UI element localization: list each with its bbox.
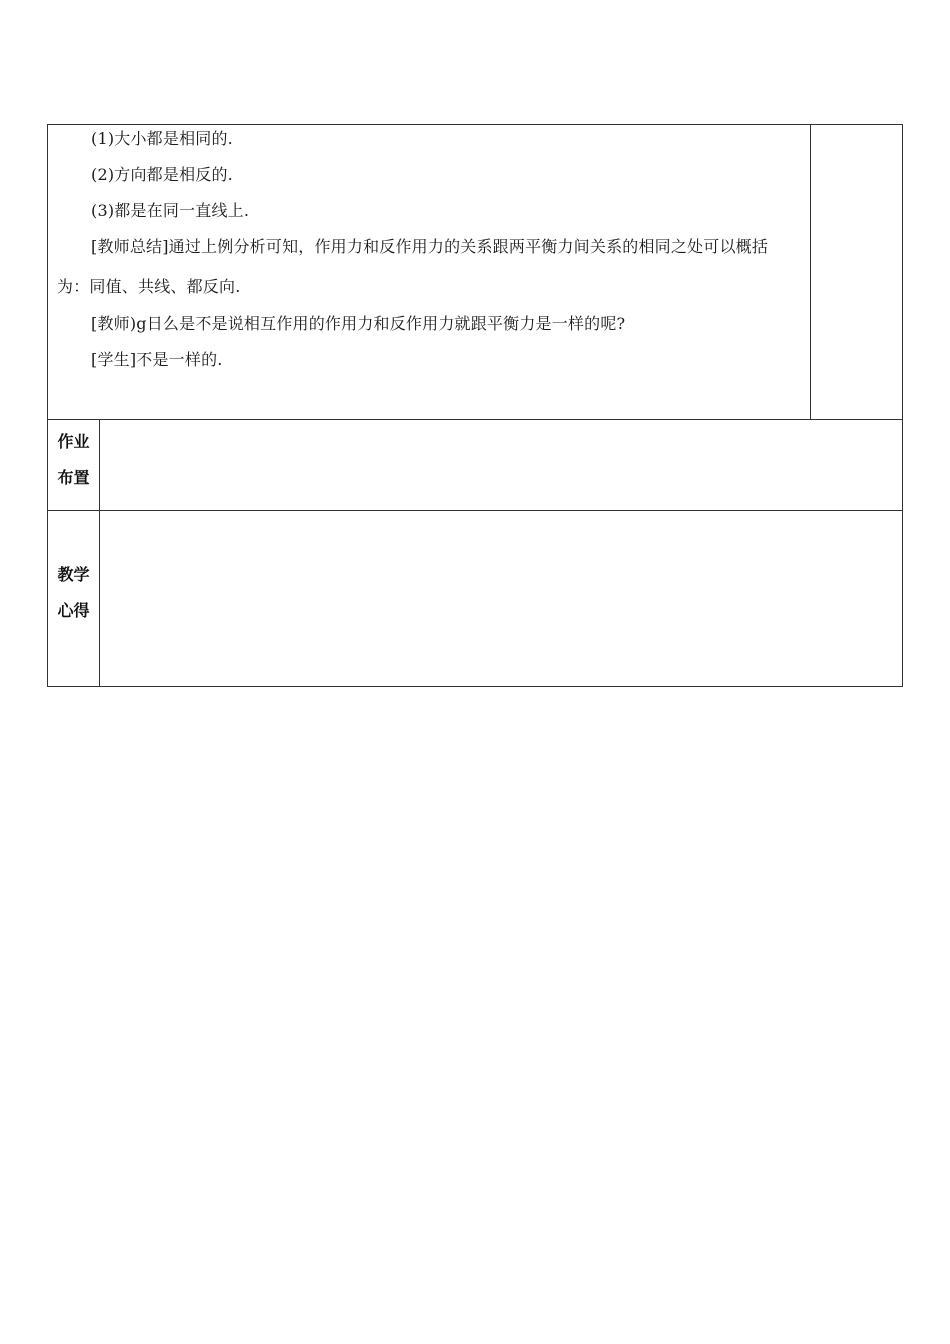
notes-line-6: [教师)g日么是不是说相互作用的作用力和反作用力就跟平衡力是一样的呢? [91,314,626,333]
notes-line-2: (2)方向都是相反的. [91,165,233,184]
reflection-label-line-2: 心得 [57,601,90,620]
notes-line-5: 为：同值、共线、都反向. [57,277,241,296]
reflection-content-cell [99,510,903,687]
notes-line-4: [教师总结]通过上例分析可知，作用力和反作用力的关系跟两平衡力间关系的相同之处可以概括 [91,237,769,256]
lesson-notes-cell [47,124,811,420]
homework-label-line-2: 布置 [57,468,90,487]
homework-label-cell [47,419,100,511]
homework-label-line-1: 作业 [57,432,90,451]
notes-line-1: (1)大小都是相同的. [91,129,233,148]
side-note-cell [810,124,903,420]
reflection-label-line-1: 教学 [57,565,90,584]
reflection-label-cell [47,510,100,687]
notes-line-3: (3)都是在同一直线上. [91,201,250,220]
homework-content-cell [99,419,903,511]
notes-line-7: [学生]不是一样的. [91,350,223,369]
